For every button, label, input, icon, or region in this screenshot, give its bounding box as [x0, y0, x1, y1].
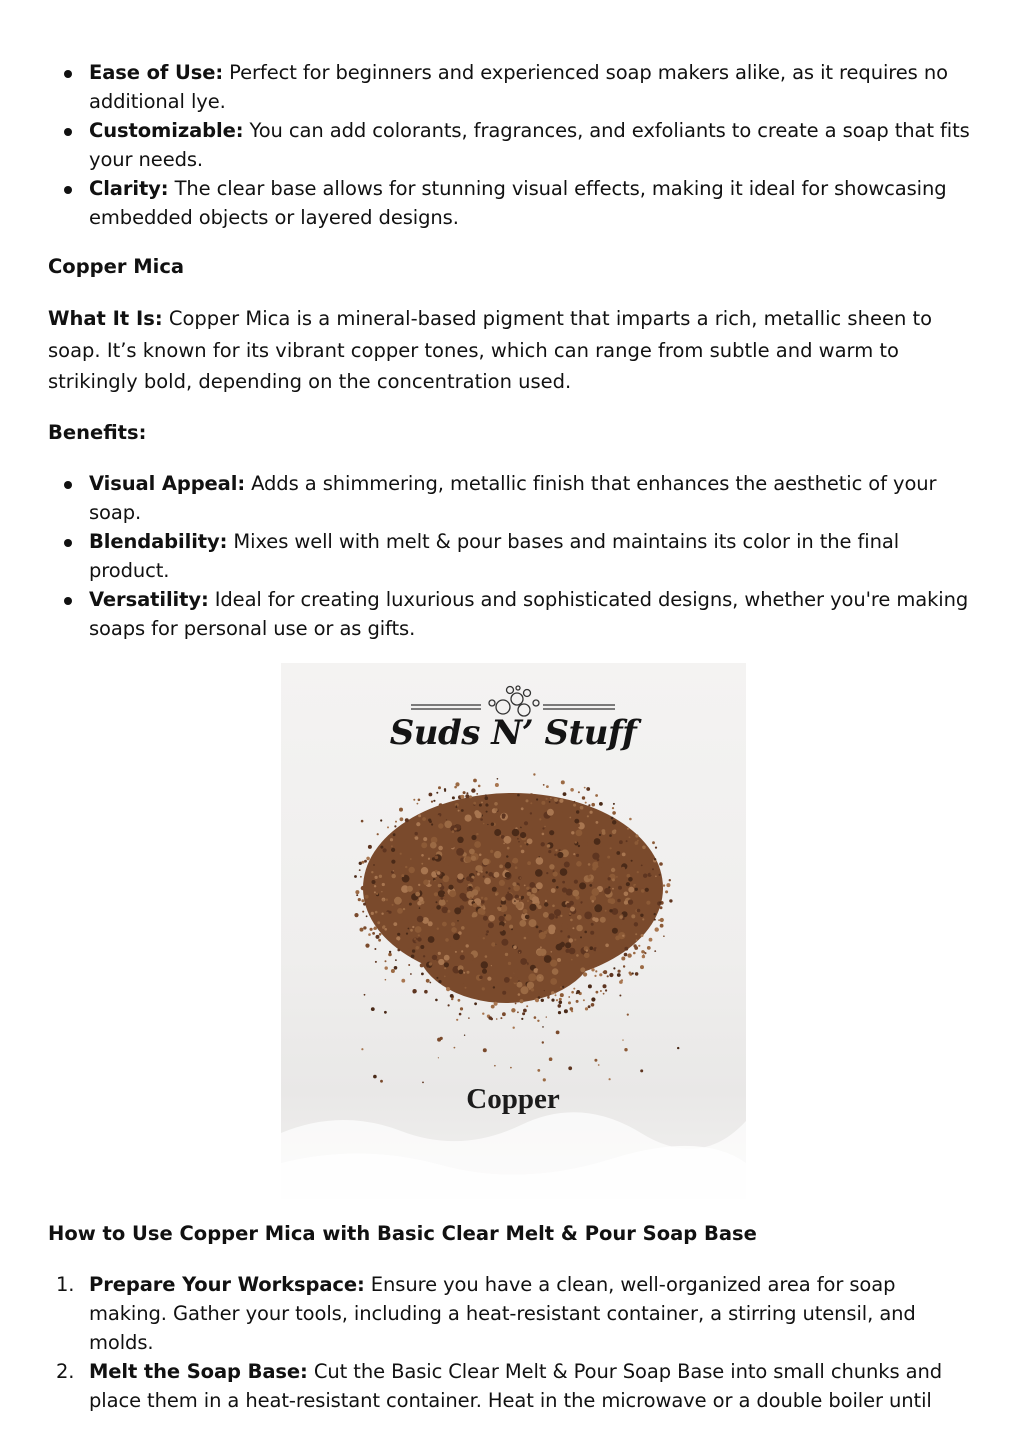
logo-bubbles-icon — [411, 686, 615, 716]
bullet-label: Versatility: — [89, 587, 209, 611]
list-item — [48, 58, 978, 116]
step-text: Ensure you have a clean, well-organized area for soap making. Gather your tools, including a heat-resistant container, a stirring utensil, and molds. — [89, 1272, 916, 1354]
list-item — [48, 174, 978, 232]
intro-bullet-list — [48, 58, 978, 232]
list-item — [48, 1270, 978, 1357]
howto-heading: How to Use Copper Mica with Basic Clear Melt & Pour Soap Base — [48, 1221, 757, 1245]
bullet-text: Adds a shimmering, metallic finish that enhances the aesthetic of your soap. — [89, 471, 937, 524]
list-item — [48, 1357, 978, 1415]
brand-logo: Suds N’ Stuff — [389, 712, 637, 753]
step-label: Prepare Your Workspace: — [89, 1272, 365, 1296]
product-caption: Copper — [466, 1082, 560, 1115]
step-number: 2. — [56, 1359, 75, 1383]
bullet-label: Blendability: — [89, 529, 228, 553]
document-page — [48, 58, 978, 1415]
bullet-label: Visual Appeal: — [89, 471, 246, 495]
bullet-text: The clear base allows for stunning visual effects, making it ideal for showcasing embedded objects or layered designs. — [89, 177, 947, 229]
bullet-text: Mixes well with melt & pour bases and maintains its color in the final product. — [89, 529, 900, 582]
list-item — [48, 116, 978, 174]
list-item — [48, 469, 978, 527]
list-item — [48, 527, 978, 585]
what-it-is-paragraph — [48, 303, 978, 398]
step-label: Melt the Soap Base: — [89, 1359, 308, 1383]
step-text: Cut the Basic Clear Melt & Pour Soap Base into small chunks and place them in a heat-resistant container. Heat in the microwave or a double boiler until — [89, 1359, 942, 1412]
bullet-label: Customizable: — [89, 119, 244, 142]
what-it-is-label: What It Is: — [48, 307, 163, 330]
benefits-list — [48, 469, 978, 643]
bullet-text: Perfect for beginners and experienced soap makers alike, as it requires no additional lye. — [89, 61, 948, 113]
what-it-is-text: Copper Mica is a mineral-based pigment that imparts a rich, metallic sheen to soap. It’s known for its vibrant copper tones, which can range from subtle and warm to strikingly bold, depending on the concentration used. — [48, 307, 933, 393]
bullet-label: Ease of Use: — [89, 61, 224, 84]
copper-powder-icon — [354, 773, 679, 1083]
bullet-text: Ideal for creating luxurious and sophisticated designs, whether you're making soaps for personal use or as gifts. — [89, 587, 969, 640]
list-item — [48, 585, 978, 643]
steps-list — [48, 1270, 978, 1415]
benefits-heading: Benefits: — [48, 420, 147, 444]
product-image — [281, 663, 746, 1199]
bullet-label: Clarity: — [89, 177, 169, 200]
step-number: 1. — [56, 1272, 75, 1296]
section-heading: Copper Mica — [48, 255, 185, 278]
bullet-text: You can add colorants, fragrances, and exfoliants to create a soap that fits your needs. — [89, 119, 970, 171]
